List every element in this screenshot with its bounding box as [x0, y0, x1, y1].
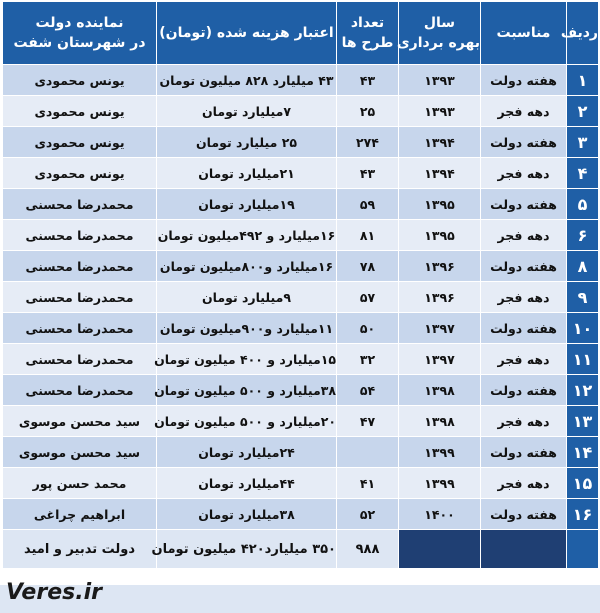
budget-cell: ۳۸میلیارد و ۵۰۰ میلیون تومان [157, 375, 337, 406]
row-no-cell: ۱۴ [567, 437, 599, 468]
count-cell: ۵۲ [337, 499, 399, 530]
row-no-cell: ۱۱ [567, 344, 599, 375]
budget-cell: ۱۵میلیارد و ۴۰۰ میلیون تومان [157, 344, 337, 375]
representative-cell: محمدرضا محسنی [3, 220, 157, 251]
header-count-line1: تعداد [350, 15, 385, 31]
row-no-cell: ۱۰ [567, 313, 599, 344]
projects-table [2, 1, 599, 569]
row-no-cell: ۵ [567, 189, 599, 220]
row-no-cell: ۱۵ [567, 468, 599, 499]
header-budget: اعتبار هزینه شده (تومان) [157, 2, 337, 65]
year-cell: ۱۴۰۰ [399, 499, 481, 530]
budget-cell: ۲۴میلیارد تومان [157, 437, 337, 468]
count-cell: ۷۸ [337, 251, 399, 282]
budget-cell: ۲۵ میلیارد تومان [157, 127, 337, 158]
count-cell: ۵۴ [337, 375, 399, 406]
year-cell: ۱۳۹۴ [399, 127, 481, 158]
year-cell: ۱۳۹۴ [399, 158, 481, 189]
budget-cell: ۱۶میلیارد و ۴۹۲میلیون تومان [157, 220, 337, 251]
occasion-cell: هفته دولت [481, 437, 567, 468]
representative-cell: ابراهیم چراغی [3, 499, 157, 530]
row-no-cell: ۹ [567, 282, 599, 313]
budget-cell: ۳۸میلیارد تومان [157, 499, 337, 530]
year-cell: ۱۳۹۶ [399, 282, 481, 313]
table-row [3, 375, 599, 406]
row-no-cell: ۳ [567, 127, 599, 158]
header-count-line2: طرح ها [341, 35, 394, 51]
representative-cell: سید محسن موسوی [3, 406, 157, 437]
row-no-cell: ۸ [567, 251, 599, 282]
count-cell: ۳۲ [337, 344, 399, 375]
row-no-cell: ۴ [567, 158, 599, 189]
representative-cell: محمدرضا محسنی [3, 251, 157, 282]
table-row [3, 189, 599, 220]
representative-cell: یونس محمودی [3, 127, 157, 158]
table-row [3, 437, 599, 468]
count-cell: ۴۱ [337, 468, 399, 499]
year-cell: ۱۳۹۹ [399, 468, 481, 499]
row-no-cell: ۱۳ [567, 406, 599, 437]
count-cell: ۴۳ [337, 158, 399, 189]
year-cell: ۱۳۹۷ [399, 313, 481, 344]
budget-cell: ۴۴میلیارد تومان [157, 468, 337, 499]
year-cell: ۱۳۹۸ [399, 375, 481, 406]
table-row [3, 344, 599, 375]
representative-cell: محمد حسن پور [3, 468, 157, 499]
count-cell [337, 437, 399, 468]
occasion-cell: هفته دولت [481, 127, 567, 158]
occasion-cell: هفته دولت [481, 313, 567, 344]
occasion-cell: هفته دولت [481, 65, 567, 96]
budget-cell: ۲۱میلیارد تومان [157, 158, 337, 189]
table-row [3, 468, 599, 499]
occasion-cell: هفته دولت [481, 499, 567, 530]
representative-cell: سید محسن موسوی [3, 437, 157, 468]
budget-cell: ۹میلیارد تومان [157, 282, 337, 313]
year-cell: ۱۳۹۳ [399, 65, 481, 96]
year-cell: ۱۳۹۵ [399, 189, 481, 220]
table-row [3, 96, 599, 127]
budget-cell: ۴۳ میلیارد ۸۲۸ میلیون تومان [157, 65, 337, 96]
occasion-cell: دهه فجر [481, 96, 567, 127]
budget-cell: ۱۹میلیارد تومان [157, 189, 337, 220]
header-occasion: مناسبت [481, 2, 567, 65]
total-row [3, 530, 599, 569]
count-cell: ۲۷۴ [337, 127, 399, 158]
occasion-cell: هفته دولت [481, 375, 567, 406]
row-no-cell: ۲ [567, 96, 599, 127]
representative-cell: محمدرضا محسنی [3, 375, 157, 406]
total-occasion-cell [481, 530, 567, 569]
representative-cell: محمدرضا محسنی [3, 344, 157, 375]
table-body [3, 65, 599, 530]
budget-cell: ۱۱میلیارد و۹۰۰میلیون تومان [157, 313, 337, 344]
table-row [3, 220, 599, 251]
count-cell: ۵۰ [337, 313, 399, 344]
table-row [3, 499, 599, 530]
table-row [3, 127, 599, 158]
year-cell: ۱۳۹۷ [399, 344, 481, 375]
representative-cell: یونس محمودی [3, 65, 157, 96]
representative-cell: یونس محمودی [3, 96, 157, 127]
representative-cell: یونس محمودی [3, 158, 157, 189]
occasion-cell: دهه فجر [481, 158, 567, 189]
header-rep-line1: نماینده دولت [35, 15, 124, 31]
table-row [3, 282, 599, 313]
representative-cell: محمدرضا محسنی [3, 313, 157, 344]
table-row [3, 251, 599, 282]
row-no-cell: ۶ [567, 220, 599, 251]
year-cell: ۱۳۹۸ [399, 406, 481, 437]
year-cell: ۱۳۹۵ [399, 220, 481, 251]
header-year [396, 2, 481, 65]
header-year-line2: بهره برداری [396, 35, 480, 51]
year-cell: ۱۳۹۳ [399, 96, 481, 127]
total-label: دولت تدبیر و امید [3, 530, 157, 569]
occasion-cell: دهه فجر [481, 220, 567, 251]
budget-cell: ۷میلیارد تومان [157, 96, 337, 127]
total-row-no-cell [567, 530, 599, 569]
watermark-logo: Veres.ir [6, 580, 102, 605]
representative-cell: محمدرضا محسنی [3, 282, 157, 313]
header-row [3, 2, 599, 65]
total-budget: ۳۵۰ میلیارد۴۲۰ میلیون تومان [157, 530, 337, 569]
budget-cell: ۱۶میلیارد و۸۰۰میلیون تومان [157, 251, 337, 282]
count-cell: ۲۵ [337, 96, 399, 127]
header-year-line1: سال [423, 15, 456, 31]
count-cell: ۴۷ [337, 406, 399, 437]
year-cell: ۱۳۹۹ [399, 437, 481, 468]
representative-cell: محمدرضا محسنی [3, 189, 157, 220]
header-rep-line2: در شهرستان شفت [13, 35, 146, 51]
header-count [337, 2, 399, 65]
count-cell: ۵۹ [337, 189, 399, 220]
budget-cell: ۲۰میلیارد و ۵۰۰ میلیون تومان [157, 406, 337, 437]
occasion-cell: هفته دولت [481, 189, 567, 220]
row-no-cell: ۱ [567, 65, 599, 96]
occasion-cell: دهه فجر [481, 344, 567, 375]
table-row [3, 158, 599, 189]
total-count: ۹۸۸ [337, 530, 399, 569]
header-representative [3, 2, 157, 65]
count-cell: ۴۳ [337, 65, 399, 96]
row-no-cell: ۱۶ [567, 499, 599, 530]
year-cell: ۱۳۹۶ [399, 251, 481, 282]
header-row-no: ردیف [567, 2, 599, 65]
row-no-cell: ۱۲ [567, 375, 599, 406]
total-year-cell [399, 530, 481, 569]
table-row [3, 406, 599, 437]
occasion-cell: هفته دولت [481, 251, 567, 282]
occasion-cell: دهه فجر [481, 282, 567, 313]
count-cell: ۸۱ [337, 220, 399, 251]
occasion-cell: دهه فجر [481, 406, 567, 437]
count-cell: ۵۷ [337, 282, 399, 313]
table-row [3, 65, 599, 96]
table-row [3, 313, 599, 344]
occasion-cell: دهه فجر [481, 468, 567, 499]
